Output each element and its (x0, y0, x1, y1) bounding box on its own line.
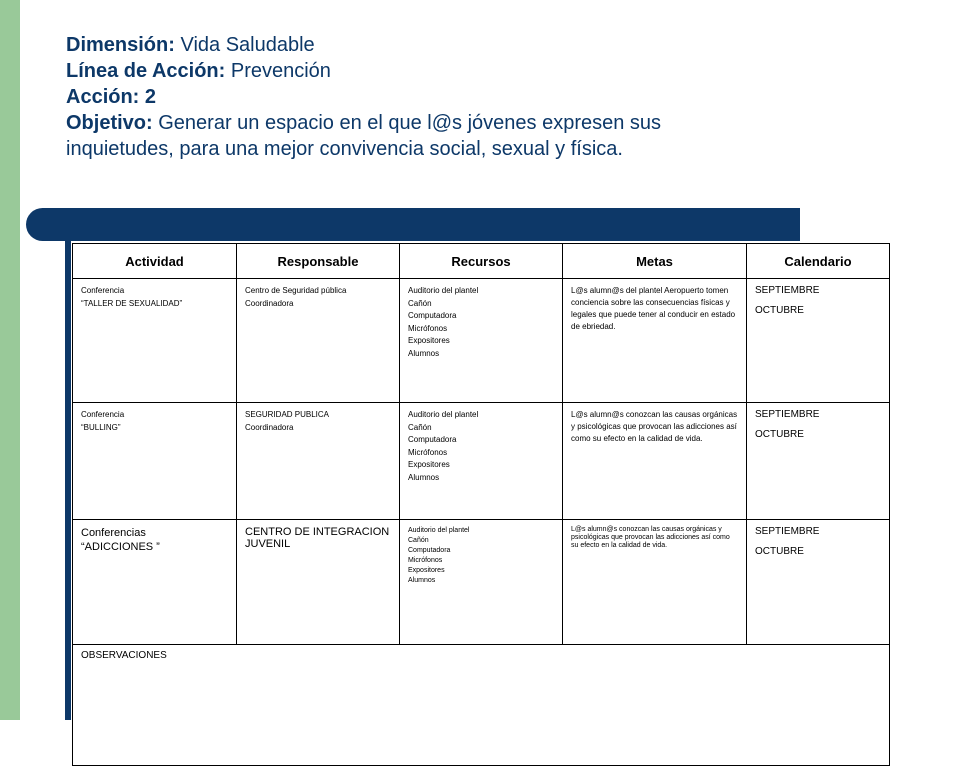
table-header-row (73, 244, 890, 279)
table-row (73, 279, 890, 403)
responsable-line: CENTRO DE INTEGRACION JUVENIL (245, 526, 390, 550)
dimension-value: Vida Saludable (174, 34, 315, 56)
actividad-cell (73, 520, 237, 645)
metas-text: L@s alumn@s conozcan las causas orgánicas y psicológicas que provocan las adicciones así como su efecto en la calidad de vida. (571, 526, 730, 549)
left-accent-line (65, 241, 71, 720)
observaciones-cell (73, 645, 890, 766)
action-number-line (66, 84, 946, 110)
actividad-type: Conferencia (81, 286, 125, 295)
recurso-item: Alumnos (408, 577, 436, 584)
recurso-item: Computadora (408, 547, 451, 554)
table-row (73, 403, 890, 520)
calendario-month: SEPTIEMBRE (755, 285, 820, 296)
recurso-item: Cañón (408, 298, 432, 308)
responsable-cell (237, 520, 400, 645)
recurso-item: Alumnos (408, 472, 440, 482)
action-line-label: Línea de Acción: (66, 60, 226, 82)
recurso-item: Expositores (408, 567, 445, 574)
calendario-cell (747, 520, 890, 645)
observaciones-label: OBSERVACIONES (81, 650, 167, 661)
recurso-item: Cañón (408, 422, 432, 432)
metas-cell (563, 279, 747, 403)
recursos-cell (400, 520, 563, 645)
responsable-line: SEGURIDAD PUBLICA (245, 410, 330, 419)
recurso-item: Expositores (408, 336, 450, 345)
objective-line (66, 110, 946, 136)
recurso-item: Micrófonos (408, 447, 448, 457)
metas-cell (563, 403, 747, 520)
recurso-item: Micrófonos (408, 557, 443, 564)
responsable-line: Coordinadora (245, 298, 294, 308)
column-header-recursos: Recursos (400, 244, 563, 279)
recurso-item: Alumnos (408, 348, 440, 358)
objective-value-1: Generar un espacio en el que l@s jóvenes expresen sus (152, 112, 662, 134)
table-row (73, 520, 890, 645)
action-number-label: Acción: 2 (66, 86, 157, 108)
activities-table (72, 243, 890, 766)
calendario-cell (747, 403, 890, 520)
actividad-title: “ADICCIONES ” (81, 541, 160, 553)
recurso-item: Auditorio del plantel (408, 527, 470, 534)
recurso-item: Computadora (408, 435, 457, 444)
recurso-item: Auditorio del plantel (408, 286, 479, 295)
action-line-value: Prevención (225, 60, 331, 82)
responsable-line: Coordinadora (245, 422, 294, 432)
action-line-line (66, 58, 946, 84)
recurso-item: Expositores (408, 460, 450, 469)
actividad-type: Conferencia (81, 410, 125, 419)
recursos-cell (400, 279, 563, 403)
column-header-actividad: Actividad (73, 244, 237, 279)
column-header-metas: Metas (563, 244, 747, 279)
actividad-title: “BULLING” (81, 422, 121, 432)
actividad-title: “TALLER DE SEXUALIDAD” (81, 298, 183, 308)
title-divider-bar (26, 208, 800, 241)
responsable-cell (237, 279, 400, 403)
recurso-item: Auditorio del plantel (408, 410, 479, 419)
calendario-month: SEPTIEMBRE (755, 526, 820, 537)
responsable-cell (237, 403, 400, 520)
metas-text: L@s alumn@s conozcan las causas orgánicas y psicológicas que provocan las adicciones así como su efecto en la calidad de vida. (571, 410, 738, 443)
observaciones-row (73, 645, 890, 766)
actividad-cell (73, 279, 237, 403)
column-header-responsable: Responsable (237, 244, 400, 279)
calendario-cell (747, 279, 890, 403)
calendario-month: OCTUBRE (755, 305, 804, 316)
recurso-item: Computadora (408, 311, 457, 320)
slide-header (66, 32, 946, 162)
metas-text: L@s alumn@s del plantel Aeropuerto tomen conciencia sobre las consecuencias físicas y legales que puede tener al conducir en estado de ebriedad. (571, 286, 736, 331)
responsable-line: Centro de Seguridad pública (245, 286, 347, 295)
dimension-label: Dimensión: (66, 34, 175, 56)
actividad-type: Conferencias (81, 527, 146, 539)
objective-line-2: inquietudes, para una mejor convivencia social, sexual y física. (66, 138, 623, 160)
recursos-cell (400, 403, 563, 520)
dimension-line (66, 32, 946, 58)
recurso-item: Cañón (408, 537, 429, 544)
calendario-month: OCTUBRE (755, 546, 804, 557)
column-header-calendario: Calendario (747, 244, 890, 279)
calendario-month: OCTUBRE (755, 429, 804, 440)
metas-cell (563, 520, 747, 645)
actividad-cell (73, 403, 237, 520)
recurso-item: Micrófonos (408, 323, 448, 333)
objective-label: Objetivo: (66, 112, 153, 134)
calendario-month: SEPTIEMBRE (755, 409, 820, 420)
